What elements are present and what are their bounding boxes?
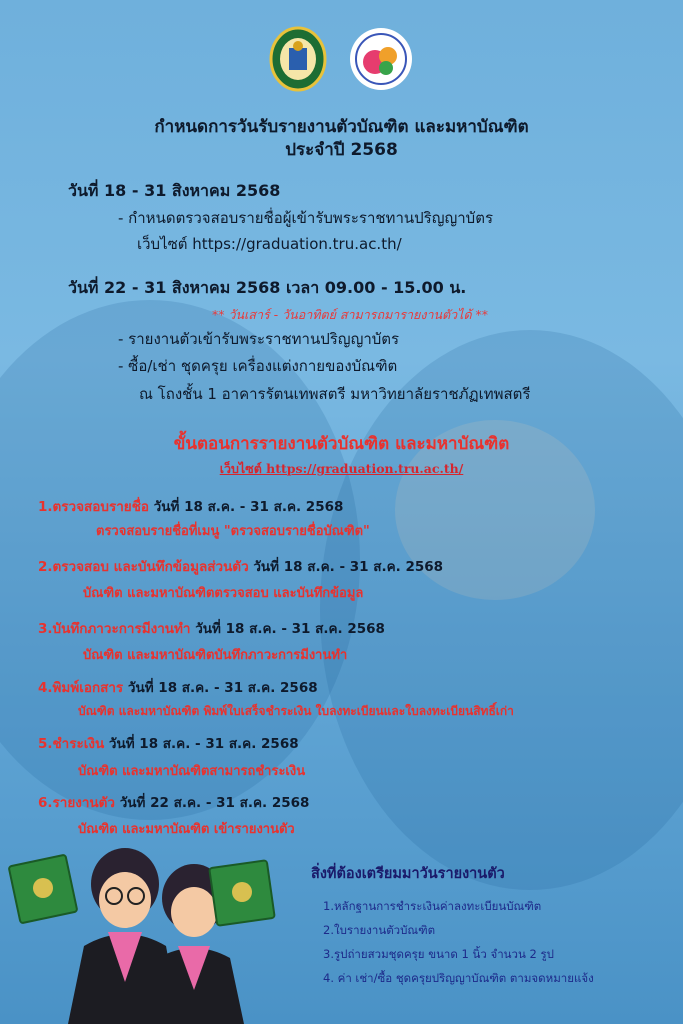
step-3-label: 3.บันทึกภาวะการมีงานทำ [38, 621, 191, 637]
step-6 [38, 793, 309, 813]
step-2 [38, 557, 443, 577]
step-4-detail: บัณฑิต และมหาบัณฑิต พิมพ์ใบเสร็จชำระเงิน ใบลงทะเบียนและใบลงทะเบียนสิทธิ์เก่า [78, 704, 514, 718]
block2-location: ณ โถงชั้น 1 อาคารรัตนเทพสตรี มหาวิทยาลัยราชภัฏเทพสตรี [139, 385, 531, 403]
step-5 [38, 734, 299, 754]
weekend-note: ** วันเสาร์ - วันอาทิตย์ สามารถมารายงานตัวได้ ** [212, 307, 489, 322]
step-4-date: วันที่ 18 ส.ค. - 31 ส.ค. 2568 [123, 680, 318, 696]
step-1-date: วันที่ 18 ส.ค. - 31 ส.ค. 2568 [148, 499, 344, 515]
step-5-date: วันที่ 18 ส.ค. - 31 ส.ค. 2568 [104, 736, 299, 752]
step-4 [38, 678, 318, 698]
step-6-detail: บัณฑิต และมหาบัณฑิต เข้ารายงานตัว [78, 822, 295, 837]
step-4-label: 4.พิมพ์เอกสาร [38, 680, 124, 696]
block2-item1: - รายงานตัวเข้ารับพระราชทานปริญญาบัตร [118, 330, 400, 348]
prep-item-4: 4. ค่า เช่า/ซื้อ ชุดครุยปริญญาบัณฑิต ตามจดหมายแจ้ง [323, 971, 594, 985]
block2-item2: - ซื้อ/เช่า ชุดครุย เครื่องแต่งกายของบัณฑิต [118, 357, 398, 375]
step-3 [38, 619, 385, 639]
block2-date: วันที่ 22 - 31 สิงหาคม 2568 เวลา 09.00 - 15.00 น. [68, 278, 467, 297]
step-5-label: 5.ชำระเงิน [38, 736, 105, 752]
step-5-detail: บัณฑิต และมหาบัณฑิตสามารถชำระเงิน [78, 764, 306, 779]
step-1 [38, 497, 343, 517]
steps-title: ขั้นตอนการรายงานตัวบัณฑิต และมหาบัณฑิต [173, 434, 510, 454]
block1-item: - กำหนดตรวจสอบรายชื่อผู้เข้ารับพระราชทานปริญญาบัตร [118, 209, 493, 227]
step-6-date: วันที่ 22 ส.ค. - 31 ส.ค. 2568 [115, 795, 310, 811]
logo-row [0, 26, 683, 92]
university-seal-icon [269, 26, 327, 92]
step-2-label: 2.ตรวจสอบ และบันทึกข้อมูลส่วนตัว [38, 559, 249, 575]
prep-item-1: 1.หลักฐานการชำระเงินค่าลงทะเบียนบัณฑิต [323, 899, 542, 913]
prep-title: สิ่งที่ต้องเตรียมมาวันรายงานตัว [311, 866, 505, 882]
dsd-logo-icon [348, 26, 414, 92]
prep-item-2: 2.ใบรายงานตัวบัณฑิต [323, 923, 436, 937]
steps-website-link[interactable]: เว็บไซต์ https://graduation.tru.ac.th/ [219, 461, 464, 476]
step-1-detail: ตรวจสอบรายชื่อที่เมนู "ตรวจสอบรายชื่อบัณฑิต" [96, 524, 370, 539]
step-3-detail: บัณฑิต และมหาบัณฑิตบันทึกภาวะการมีงานทำ [83, 648, 348, 663]
graduates-illustration [8, 842, 300, 1024]
page-subtitle: ประจำปี 2568 [285, 140, 398, 160]
step-6-label: 6.รายงานตัว [38, 795, 116, 811]
background-graduate-right [320, 330, 683, 890]
prep-item-3: 3.รูปถ่ายสวมชุดครุย ขนาด 1 นิ้ว จำนวน 2 รูป [323, 947, 554, 961]
step-2-date: วันที่ 18 ส.ค. - 31 ส.ค. 2568 [248, 559, 444, 575]
step-2-detail: บัณฑิต และมหาบัณฑิตตรวจสอบ และบันทึกข้อมูล [83, 586, 364, 601]
step-3-date: วันที่ 18 ส.ค. - 31 ส.ค. 2568 [190, 621, 385, 637]
block1-date: วันที่ 18 - 31 สิงหาคม 2568 [68, 181, 281, 200]
page-title: กำหนดการวันรับรายงานตัวบัณฑิต และมหาบัณฑิต [154, 117, 529, 137]
block1-website: เว็บไซต์ https://graduation.tru.ac.th/ [137, 235, 402, 253]
step-1-label: 1.ตรวจสอบรายชื่อ [38, 499, 149, 515]
